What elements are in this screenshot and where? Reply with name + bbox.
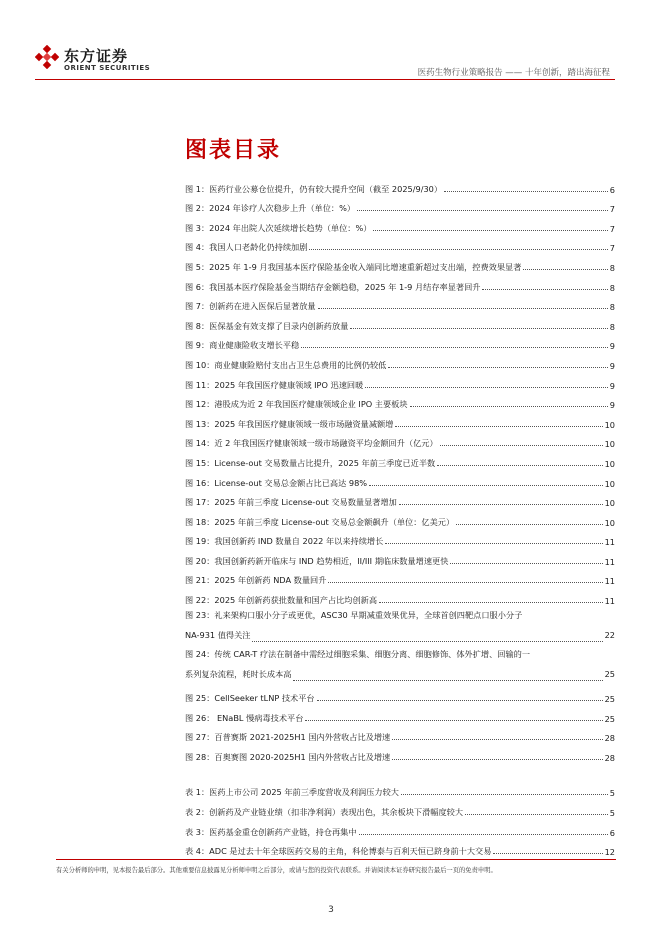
toc-entry-label: 图 21：2025 年创新药 NDA 数量回升 bbox=[185, 575, 327, 586]
toc-entry-figure-tail-1[interactable] bbox=[185, 684, 615, 704]
toc-leader-dots bbox=[385, 543, 602, 544]
header-divider bbox=[35, 79, 615, 80]
toc-leader-dots bbox=[305, 720, 602, 721]
toc-leader-dots bbox=[392, 739, 602, 740]
toc-entry-figure-tail-2[interactable] bbox=[185, 704, 615, 724]
toc-entry-page: 5 bbox=[609, 808, 615, 818]
toc-entry-label-line2: NA-931 值得关注 bbox=[185, 629, 251, 640]
toc-entry-label: 图 20：我国创新药新开临床与 IND 趋势相近，II/III 期临床数量增速更快 bbox=[185, 555, 449, 566]
toc-leader-dots bbox=[373, 230, 607, 231]
toc-entry-page: 7 bbox=[609, 243, 615, 254]
toc-entry-figure-2[interactable] bbox=[185, 195, 615, 215]
toc-entry-label: 图 2：2024 年诊疗人次稳步上升（单位：%） bbox=[185, 203, 356, 214]
toc-leader-dots bbox=[456, 524, 602, 525]
toc-entry-label: 图 17：2025 年前三季度 License-out 交易数量显著增加 bbox=[185, 497, 397, 508]
toc-leader-dots bbox=[309, 249, 607, 250]
toc-entry-page: 8 bbox=[609, 282, 615, 293]
toc-entry-page: 10 bbox=[604, 458, 615, 469]
toc-entry-figure-6[interactable] bbox=[185, 273, 615, 293]
toc-entry-label: 图 1：医药行业公募仓位提升，仍有较大提升空间（截至 2025/9/30） bbox=[185, 183, 443, 194]
toc-leader-dots bbox=[357, 210, 608, 211]
footer-divider bbox=[56, 859, 616, 860]
toc-entry-label: 图 22：2025 年创新药获批数量和国产占比均创新高 bbox=[185, 595, 378, 606]
toc-entry-table-1[interactable] bbox=[185, 779, 615, 799]
toc-entry-label: 图 26： ENaBL 慢病毒技术平台 bbox=[185, 712, 304, 723]
toc-leader-dots bbox=[440, 445, 603, 446]
toc-entry-figure-16[interactable] bbox=[185, 469, 615, 489]
toc-entry-figure-7[interactable] bbox=[185, 293, 615, 313]
toc-entry-page: 6 bbox=[609, 827, 615, 838]
toc-leader-dots bbox=[350, 328, 607, 329]
toc-leader-dots bbox=[401, 794, 608, 795]
toc-entry-figure-14[interactable] bbox=[185, 430, 615, 450]
toc-entry-page: 25 bbox=[604, 668, 615, 679]
toc-entry-page: 22 bbox=[604, 629, 615, 640]
toc-entry-label: 图 6：我国基本医疗保险基金当期结存金额趋稳，2025 年 1-9 月结存率显著回升 bbox=[185, 281, 481, 292]
toc-entry-page: 11 bbox=[604, 537, 615, 548]
toc-entry-label: 图 11：2025 年我国医疗健康领域 IPO 迅速回暖 bbox=[185, 379, 364, 390]
toc-entry-figure-tail-4[interactable] bbox=[185, 743, 615, 763]
toc-leader-dots bbox=[359, 834, 608, 835]
toc-entry-label-line2: 系列复杂流程，耗时长成本高 bbox=[185, 668, 292, 679]
toc-entry-label: 图 4：我国人口老龄化仍持续加剧 bbox=[185, 242, 308, 253]
toc-leader-dots bbox=[252, 641, 602, 642]
toc-entry-page: 28 bbox=[604, 733, 615, 744]
toc-entry-figure-3[interactable] bbox=[185, 214, 615, 234]
toc-leader-dots bbox=[318, 308, 608, 309]
toc-leader-dots bbox=[410, 406, 608, 407]
toc-entry-label: 图 15：License-out 交易数量占比提升，2025 年前三季度已近半数 bbox=[185, 457, 436, 468]
toc-entry-page: 6 bbox=[609, 184, 615, 195]
toc-leader-dots bbox=[444, 191, 608, 192]
toc-entry-page: 8 bbox=[609, 262, 615, 273]
toc-leader-dots bbox=[399, 504, 603, 505]
figure-list-tail bbox=[185, 684, 615, 762]
brand-name-en: ORIENT SECURITIES bbox=[64, 64, 151, 72]
toc-entry-figure-1[interactable] bbox=[185, 175, 615, 195]
toc-entry-label: 图 28：百奥赛图 2020-2025H1 国内外营收占比及增速 bbox=[185, 751, 391, 762]
toc-entry-label: 表 1：医药上市公司 2025 年前三季度营收及利润压力较大 bbox=[185, 787, 399, 798]
toc-entry-page: 7 bbox=[609, 223, 615, 234]
toc-leader-dots bbox=[379, 602, 603, 603]
report-title: 医药生物行业策略报告 —— 十年创新，踏出海征程 bbox=[417, 68, 610, 78]
toc-entry-table-3[interactable] bbox=[185, 818, 615, 838]
toc-entry-page: 10 bbox=[604, 498, 615, 509]
toc-entry-label: 图 14：近 2 年我国医疗健康领域一级市场融资平均金额回升（亿元） bbox=[185, 438, 438, 449]
toc-entry-label: 图 7：创新药在进入医保后显著放量 bbox=[185, 301, 316, 312]
toc-entry-page: 10 bbox=[604, 517, 615, 528]
toc-entry-label: 图 10：商业健康险赔付支出占卫生总费用的比例仍较低 bbox=[185, 359, 387, 370]
toc-entry-page: 10 bbox=[604, 478, 615, 489]
toc-leader-dots bbox=[437, 465, 602, 466]
toc-leader-dots bbox=[450, 563, 602, 564]
toc-leader-dots bbox=[388, 367, 607, 368]
toc-entry-label: 图 3：2024 年出院人次延续增长趋势（单位：%） bbox=[185, 222, 372, 233]
orient-logo-icon bbox=[35, 45, 59, 69]
toc-entry-page: 11 bbox=[604, 596, 615, 607]
toc-entry-figure-18[interactable] bbox=[185, 508, 615, 528]
toc-entry-label: 表 2：创新药及产业链业绩（扣非净利润）表现出色，其余板块下滑幅度较大 bbox=[185, 807, 464, 817]
brand-name-cn: 东方证券 bbox=[64, 47, 129, 65]
toc-title: 图表目录 bbox=[185, 138, 282, 163]
toc-entry-figure-24[interactable] bbox=[185, 645, 615, 684]
toc-entry-label: 图 5：2025 年 1-9 月我国基本医疗保险基金收入端同比增速重新超过支出端，控费效果显著 bbox=[185, 261, 522, 272]
toc-leader-dots bbox=[328, 582, 602, 583]
toc-entry-label: 图 8：医保基金有效支撑了目录内创新药放量 bbox=[185, 320, 349, 331]
toc-leader-dots bbox=[301, 347, 608, 348]
toc-entry-figure-20[interactable] bbox=[185, 547, 615, 567]
table-list bbox=[185, 779, 615, 857]
toc-entry-figure-23[interactable] bbox=[185, 606, 615, 645]
toc-leader-dots bbox=[523, 269, 607, 270]
toc-entry-figure-21[interactable] bbox=[185, 567, 615, 587]
toc-entry-label: 图 25：CellSeeker tLNP 技术平台 bbox=[185, 693, 315, 704]
toc-entry-figure-5[interactable] bbox=[185, 253, 615, 273]
disclaimer-text: 有关分析师的申明，见本报告最后部分。其他重要信息披露见分析师申明之后部分，或请与您的投资代表联系。并请阅读本证券研究报告最后一页的免责申明。 bbox=[56, 867, 497, 874]
toc-entry-figure-22[interactable] bbox=[185, 586, 615, 606]
table-of-contents bbox=[185, 175, 615, 857]
toc-entry-figure-12[interactable] bbox=[185, 391, 615, 411]
toc-entry-page: 25 bbox=[604, 694, 615, 705]
toc-leader-dots bbox=[465, 814, 608, 815]
toc-entry-page: 8 bbox=[609, 321, 615, 332]
toc-entry-page: 9 bbox=[609, 400, 615, 411]
toc-leader-dots bbox=[395, 426, 602, 427]
toc-entry-figure-13[interactable] bbox=[185, 410, 615, 430]
toc-entry-page: 10 bbox=[604, 419, 615, 430]
toc-entry-page: 7 bbox=[609, 204, 615, 215]
toc-entry-page: 25 bbox=[604, 713, 615, 724]
toc-entry-page: 28 bbox=[604, 752, 615, 763]
toc-entry-figure-19[interactable] bbox=[185, 528, 615, 548]
toc-entry-label: 图 12：港股成为近 2 年我国医疗健康领域企业 IPO 主要板块 bbox=[185, 399, 408, 410]
page-header bbox=[0, 0, 662, 90]
toc-entry-page: 10 bbox=[604, 439, 615, 450]
toc-leader-dots bbox=[365, 387, 608, 388]
toc-entry-page: 11 bbox=[604, 556, 615, 567]
toc-entry-figure-9[interactable] bbox=[185, 332, 615, 352]
toc-entry-page: 11 bbox=[604, 576, 615, 587]
figure-list bbox=[185, 175, 615, 606]
section-gap bbox=[185, 763, 615, 779]
toc-entry-figure-15[interactable] bbox=[185, 449, 615, 469]
toc-entry-table-4[interactable] bbox=[185, 838, 615, 858]
toc-entry-label: 表 3：医药基金重仓创新药产业链，持仓再集中 bbox=[185, 826, 357, 837]
toc-entry-page: 9 bbox=[609, 360, 615, 371]
toc-entry-page: 12 bbox=[604, 847, 615, 858]
toc-leader-dots bbox=[369, 485, 603, 486]
toc-entry-page: 9 bbox=[609, 341, 615, 352]
toc-entry-figure-8[interactable] bbox=[185, 312, 615, 332]
toc-entry-figure-4[interactable] bbox=[185, 234, 615, 254]
toc-entry-page: 5 bbox=[609, 788, 615, 799]
toc-entry-figure-17[interactable] bbox=[185, 489, 615, 509]
toc-entry-figure-10[interactable] bbox=[185, 351, 615, 371]
toc-leader-dots bbox=[317, 700, 603, 701]
toc-entry-label: 图 16：License-out 交易总金额占比已高达 98% bbox=[185, 477, 368, 488]
toc-entry-page: 9 bbox=[609, 380, 615, 391]
toc-entry-label-line1: 图 24：传统 CAR-T 疗法在制备中需经过细胞采集、细胞分离、细胞修饰、体外扩增、回输的一 bbox=[185, 649, 531, 660]
toc-entry-label: 图 19：我国创新药 IND 数量自 2022 年以来持续增长 bbox=[185, 536, 384, 547]
toc-entry-label: 图 18：2025 年前三季度 License-out 交易总金额飙升（单位：亿美元） bbox=[185, 516, 455, 527]
toc-leader-dots bbox=[482, 289, 607, 290]
toc-entry-label: 表 4：ADC 是过去十年全球医药交易的主角，科伦博泰与百利天恒已跻身前十大交易 bbox=[185, 846, 492, 857]
toc-leader-dots bbox=[293, 680, 602, 681]
toc-entry-label: 图 13：2025 年我国医疗健康领域一级市场融资量减额增 bbox=[185, 418, 394, 429]
toc-leader-dots bbox=[493, 853, 602, 854]
toc-entry-figure-tail-3[interactable] bbox=[185, 724, 615, 744]
toc-leader-dots bbox=[392, 759, 602, 760]
toc-entry-label: 图 9：商业健康险收支增长平稳 bbox=[185, 340, 300, 351]
toc-entry-figure-11[interactable] bbox=[185, 371, 615, 391]
page-number: 3 bbox=[328, 905, 334, 915]
toc-entry-label-line1: 图 23：礼来架构口服小分子或更优，ASC30 早期减重效果优异，全球首创四靶点口服小分子 bbox=[185, 610, 523, 621]
toc-entry-label: 图 27：百普赛斯 2021-2025H1 国内外营收占比及增速 bbox=[185, 732, 391, 743]
toc-entry-table-2[interactable] bbox=[185, 798, 615, 818]
toc-entry-page: 8 bbox=[609, 302, 615, 313]
